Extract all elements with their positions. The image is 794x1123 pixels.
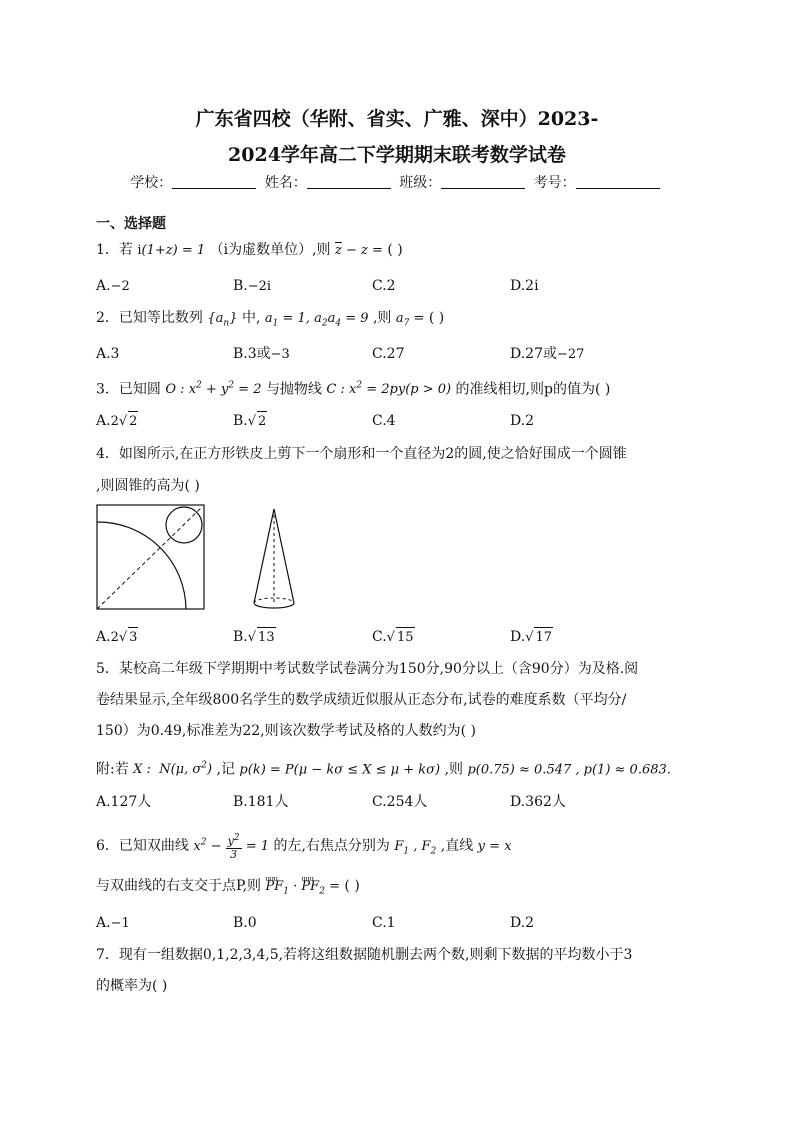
q5-line-3: 150）为0.49,标准差为22,则该次数学考试及格的人数约为( ) [96, 723, 476, 739]
name-label: 姓名： [264, 175, 307, 191]
q2-text-d: ( ) [428, 310, 445, 326]
q1-text-c: ( ) [387, 242, 403, 258]
q3-parabola: C : $x^2 = 2py(p > 0)$ [326, 381, 452, 398]
q2-text-b: 中, [241, 310, 261, 326]
q6-option-d[interactable]: D.2 [510, 915, 535, 931]
q3-circle: O : $x^2 + y^2 = 2$ [165, 381, 262, 398]
question-1 [96, 240, 403, 261]
q6-foci: $F_1$ , $F_2$ [394, 838, 437, 857]
q5-appendix-a: 附:若 [96, 761, 129, 778]
q1-text-b: （i为虚数单位）,则 [209, 242, 331, 258]
q5-option-b[interactable]: B.181人 [233, 794, 289, 810]
q5-line-1: 5．某校高二年级下学期期中考试数学试卷满分为150分,90分以上（含90分）为及格.阅 [96, 661, 639, 677]
cone-diagram [254, 509, 294, 608]
title-line-1: 广东省四校（华附、省实、广雅、深中）2023- [195, 108, 599, 130]
class-label: 班级： [399, 175, 442, 191]
school-label: 学校： [130, 175, 173, 191]
student-info-row [0, 172, 794, 192]
q1-option-d[interactable]: D.2i [510, 278, 539, 294]
name-field[interactable] [307, 174, 391, 189]
q5-appendix [96, 756, 671, 780]
q4-line-2: ,则圆锥的高为( ) [96, 478, 200, 494]
q6-option-c[interactable]: C.1 [372, 915, 396, 931]
school-field[interactable] [172, 174, 256, 189]
q2-conditions: $a_1 = 1$, $a_2a_4 = 9$ [264, 311, 369, 329]
q5-probability-values: p(0.75) ≈ 0.547 , p(1) ≈ 0.683. [467, 762, 671, 778]
q6-text-b: 的左,右焦点分别为 [273, 837, 390, 854]
q4-option-a[interactable]: A.2√ 3 [96, 627, 138, 648]
q2-option-b[interactable]: B.3或−3 [233, 346, 290, 362]
title-line-2: 2024学年高二下学期期末联考数学试卷 [228, 144, 566, 166]
q3-text-a: 3．已知圆 [96, 381, 161, 398]
q6-text-c: ,直线 [440, 837, 474, 854]
q3-option-c[interactable]: C.4 [372, 413, 396, 429]
q1-option-b[interactable]: B.−2i [233, 278, 272, 294]
q2-sequence: $\{a_n\}$ [207, 311, 238, 329]
q4-option-c[interactable]: C.√ 15 [372, 627, 415, 648]
q3-option-b[interactable]: B.√ 2 [233, 411, 267, 432]
q3-option-d[interactable]: D.2 [510, 413, 535, 429]
q4-option-d[interactable]: D.√ 17 [510, 627, 553, 648]
question-3 [96, 376, 610, 400]
q6-line-2-a: 与双曲线的右支交于点P,则 [96, 878, 262, 894]
q5-probability-def: p(k) = P(μ − kσ ≤ X ≤ μ + kσ) [239, 762, 441, 778]
question-6 [96, 832, 512, 861]
exam-number-field[interactable] [576, 174, 660, 189]
q6-line: y = x [477, 838, 512, 854]
q2-option-a[interactable]: A.3 [96, 346, 120, 362]
class-field[interactable] [441, 174, 525, 189]
q5-appendix-c: ,则 [444, 761, 464, 778]
q1-formula: i(1+z) = 1 [137, 243, 206, 258]
q3-text-b: 与抛物线 [265, 381, 322, 398]
q7-line-1: 7．现有一组数据0,1,2,3,4,5,若将这组数据随机删去两个数,则剩下数据的平均数小于3 [96, 947, 633, 963]
q5-appendix-b: ,记 [216, 761, 235, 778]
q2-text-a: 2．已知等比数列 [96, 310, 203, 326]
q3-text-c: 的准线相切,则p的值为( ) [455, 381, 611, 398]
q6-option-b[interactable]: B.0 [233, 915, 257, 931]
section-title: 一、选择题 [96, 216, 166, 232]
q5-option-d[interactable]: D.362人 [510, 794, 566, 810]
q2-option-d[interactable]: D.27或−27 [510, 346, 585, 362]
q5-line-2: 卷结果显示,全年级800名学生的数学成绩近似服从正态分布,试卷的难度系数（平均分/ [96, 692, 627, 708]
q7-line-2: 的概率为( ) [96, 978, 168, 994]
q4-figure [96, 504, 316, 614]
q5-option-a[interactable]: A.127人 [96, 794, 152, 810]
q6-line-2-b: ( ) [344, 878, 360, 894]
q2-option-c[interactable]: C.27 [372, 346, 405, 362]
q2-target: $a_7$ = [395, 311, 425, 329]
q6-dot-product: uuu $PF_1$ · uuu $PF_2$ = [266, 879, 340, 894]
q6-text-a: 6．已知双曲线 [96, 837, 189, 854]
q1-text-a: 1．若 [96, 242, 133, 258]
q2-text-c: ,则 [372, 310, 392, 326]
q5-distribution: X : N(μ, $\sigma^2$) [133, 761, 213, 778]
q4-option-b[interactable]: B.√ 13 [233, 627, 276, 648]
square-sheet-diagram [97, 505, 204, 609]
q6-line-2 [96, 876, 360, 902]
q1-expression: $\overline{z} - z$ = [335, 243, 383, 258]
q5-option-c[interactable]: C.254人 [372, 794, 428, 810]
q6-hyperbola: $x^2$ − $\frac{y^2}{3}$ = 1 [193, 833, 270, 861]
q1-option-a[interactable]: A.−2 [96, 278, 130, 294]
q4-line-1: 4．如图所示,在正方形铁皮上剪下一个扇形和一个直径为2的圆,使之恰好围成一个圆锥 [96, 446, 627, 462]
question-2 [96, 308, 444, 334]
exam-number-label: 考号： [533, 175, 576, 191]
q1-option-c[interactable]: C.2 [372, 278, 396, 294]
q6-option-a[interactable]: A.−1 [96, 915, 130, 931]
q3-option-a[interactable]: A.2√ 2 [96, 411, 138, 432]
